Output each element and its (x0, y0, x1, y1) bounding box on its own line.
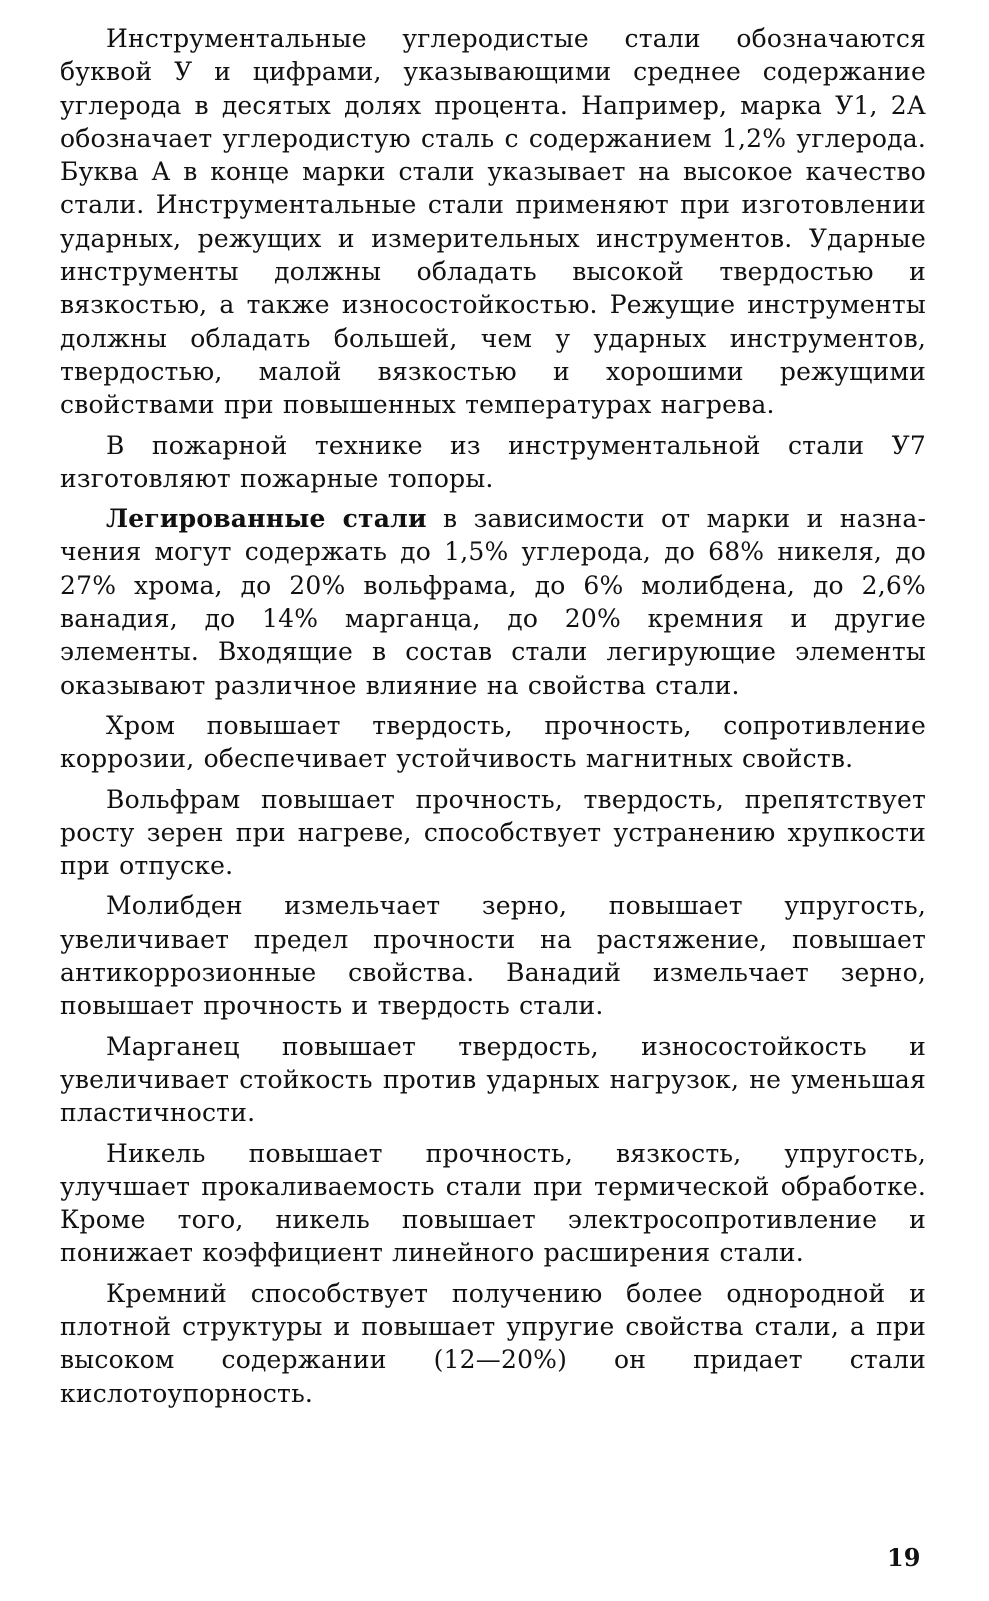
paragraph-text: в зависимости от марки и назначения могут содержать до 1,5% углерода, до 68% никеля, до 27% хрома, до 20% вольфрама, до 6% молибдена, до 2,6% ванадия, до 14% марганца, до 20% кремния и другие элементы. Входящие в состав стали легирующие элементы оказывают различное влияние на свойства стали. (60, 504, 926, 700)
paragraph-nickel (60, 1137, 926, 1270)
paragraph-molybdenum (60, 889, 926, 1022)
paragraph-text: В пожарной технике из инструментальной стали У7 изготовляют пожарные топоры. (60, 430, 926, 493)
paragraph-text: Никель повышает прочность, вязкость, упругость, улучшает прокаливаемость стали при термической обработке. Кроме того, никель повышает электросопротивление и понижает коэффициент линейного расширения стали. (60, 1138, 926, 1268)
paragraph-silicon (60, 1277, 926, 1410)
paragraph-manganese (60, 1030, 926, 1130)
paragraph-text: Марганец повышает твердость, износостойкость и увеличивает стойкость против ударных нагрузок, не уменьшая пластичности. (60, 1031, 926, 1128)
paragraph-alloy-steels (60, 502, 926, 702)
document-page (60, 22, 926, 1417)
paragraph-text: Молибден измельчает зерно, повышает упругость, увеличивает предел прочности на растяжение, повышает антикоррозионные свойства. Ванадий измельчает зерно, повышает прочность и твердость стали. (60, 891, 926, 1021)
paragraph-text: Хром повышает твердость, прочность, сопротивление коррозии, обеспечивает устойчивость магнитных свойств. (60, 710, 926, 774)
paragraph-tungsten (60, 783, 926, 883)
paragraph-chromium (60, 709, 926, 776)
paragraph-fire-axes (60, 429, 926, 496)
paragraph-tool-carbon-steels (60, 22, 926, 422)
paragraph-text: Вольфрам повышает прочность, твердость, препятствует росту зерен при нагреве, способствует устранению хрупкости при отпуске. (60, 784, 926, 881)
paragraph-lead-term: Легированные стали (106, 504, 427, 534)
paragraph-text: Инструментальные углеродистые стали обозначаются буквой У и цифрами, указывающими среднее содержание углерода в десятых долях процента. Например, марка У1, 2А обозначает углеродистую сталь с содержанием 1,2% углерода. Буква А в конце марки стали указывает на высокое качество стали. Инструментальные стали применяют при изготовлении ударных, режущих и измерительных инструментов. Ударные инструменты должны обладать высокой твердостью и вязкостью, а также износостойкостью. Режущие инструменты должны обладать большей, чем у ударных инструментов, твердостью, малой вязкостью и хорошими режущими свойствами при повышенных температурах нагрева. (60, 24, 926, 420)
paragraph-text: Кремний способствует получению более однородной и плотной структуры и повышает упругие свойства стали, а при высоком содержании (12—20%) он придает стали кислотоупорность. (60, 1278, 926, 1408)
page-number: 19 (887, 1543, 921, 1572)
